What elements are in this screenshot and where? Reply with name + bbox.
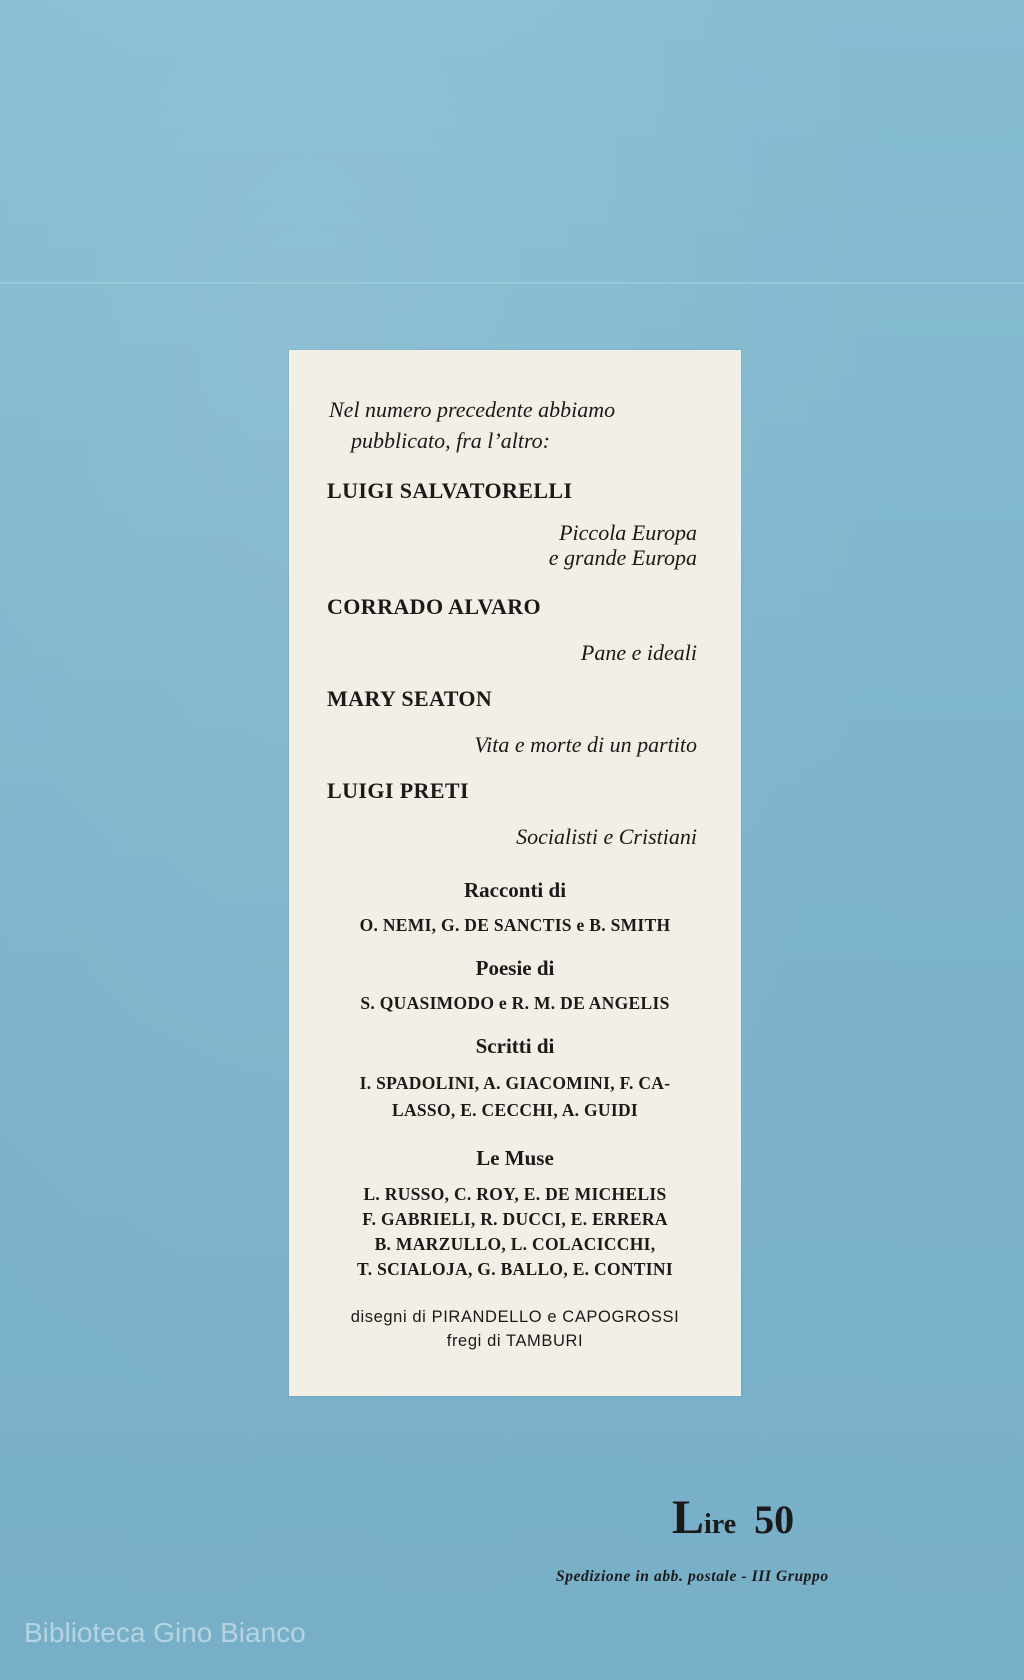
section-heading: Poesie di — [475, 956, 555, 980]
article-author: LUIGI PRETI — [327, 778, 469, 803]
article-title: Piccola Europa e grande Europa — [548, 520, 697, 570]
article-title: Pane e ideali — [580, 640, 697, 665]
article-author: CORRADO ALVARO — [327, 594, 542, 619]
postal-note: Spedizione in abb. postale - III Gruppo — [556, 1568, 829, 1585]
price-amount: 50 — [754, 1497, 795, 1542]
article-author: MARY SEATON — [327, 686, 493, 711]
section-heading: Racconti di — [463, 878, 567, 902]
article-title: Socialisti e Cristiani — [516, 824, 697, 849]
section-names: I. SPADOLINI, A. GIACOMINI, F. CA- LASSO, E. CECCHI, A. GUIDI — [359, 1073, 671, 1120]
price-word: ire — [704, 1509, 737, 1540]
section-names: S. QUASIMODO e R. M. DE ANGELIS — [360, 993, 670, 1013]
intro-text — [329, 394, 709, 456]
section-names: O. NEMI, G. DE SANCTIS e B. SMITH — [359, 915, 671, 935]
price-initial: L — [672, 1491, 705, 1544]
intro-line-2: pubblicato, fra l’altro: — [351, 428, 551, 453]
article-author: LUIGI SALVATORELLI — [327, 478, 573, 503]
section-heading: Scritti di — [475, 1034, 555, 1058]
section-names: L. RUSSO, C. ROY, E. DE MICHELIS F. GABRIELI, R. DUCCI, E. ERRERA B. MARZULLO, L. COLACICCHI, T. SCIALOJA, G. BALLO, E. CONTINI — [357, 1184, 673, 1279]
article-title: Vita e morte di un partito — [474, 732, 697, 757]
illustration-credits: disegni di PIRANDELLO e CAPOGROSSI fregi di TAMBURI — [350, 1308, 680, 1350]
price-label — [672, 1490, 794, 1545]
intro-line-1: Nel numero precedente abbiamo — [329, 397, 616, 422]
fold-line — [0, 282, 1024, 284]
section-heading: Le Muse — [476, 1146, 554, 1170]
library-watermark: Biblioteca Gino Bianco — [24, 1617, 306, 1648]
contents-panel — [289, 350, 741, 1396]
